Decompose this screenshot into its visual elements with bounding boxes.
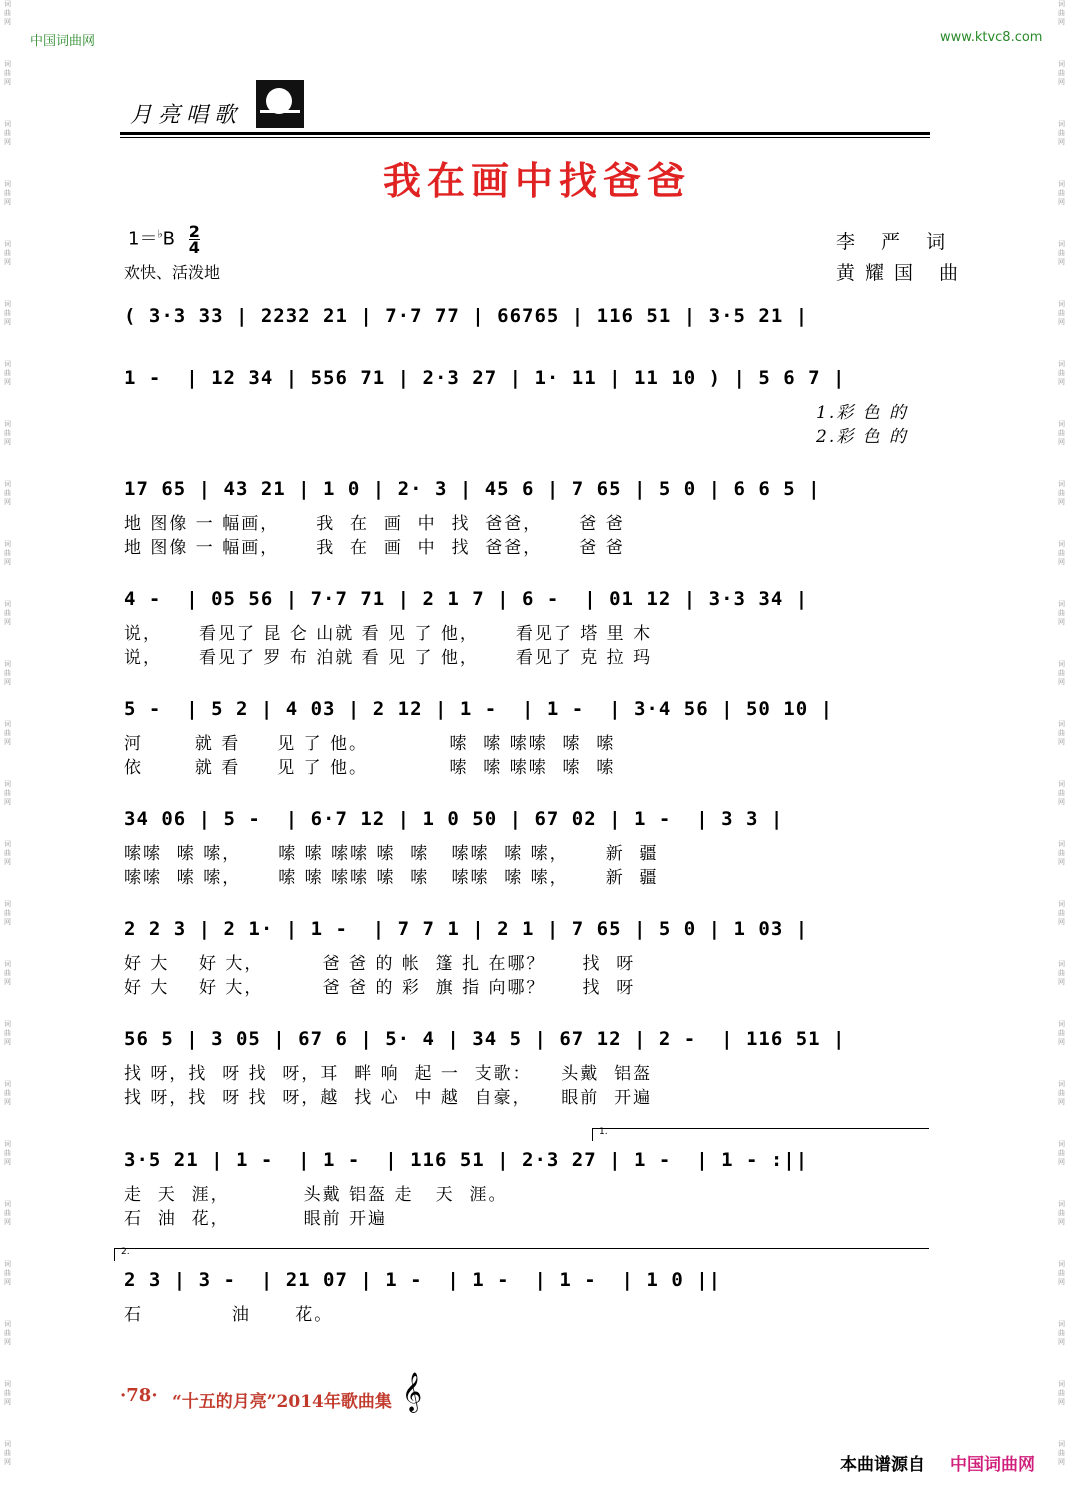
side-watermark-text: 词 曲 网 [4, 360, 11, 386]
lyric-line-verse2: 依 就 看 见 了 他。 嗦 嗦 嗦嗦 嗦 嗦 [124, 758, 616, 778]
lyric-line-verse1: 找 呀，找 呀 找 呀，耳 畔 响 起 一 支歌： 头戴 铝盔 [124, 1064, 653, 1084]
side-watermark-text: 词 曲 网 [4, 840, 11, 866]
lyric-line-verse2: 地 图像 一 幅画， 我 在 画 中 找 爸爸， 爸 爸 [124, 538, 625, 558]
header-rule-thin [120, 137, 930, 138]
key-note: B [162, 228, 176, 250]
notation-line: 5 - | 5 2 | 4 03 | 2 12 | 1 - | 1 - | 3·4 56 | 50 10 | [124, 698, 834, 720]
lyric-line-verse2: 嗦嗦 嗦 嗦， 嗦 嗦 嗦嗦 嗦 嗦 嗦嗦 嗦 嗦， 新 疆 [124, 868, 659, 888]
moon-logo-icon [256, 80, 304, 128]
lyric-line-verse2: 说， 看见了 罗 布 泊就 看 见 了 他， 看见了 克 拉 玛 [124, 648, 653, 668]
tempo-marking: 欢快、活泼地 [124, 263, 221, 282]
side-watermark-text: 词 曲 网 [1058, 1380, 1065, 1406]
lyric-line-verse2: 2.彩 色 的 [816, 427, 909, 447]
book-title: “十五的月亮”2014年歌曲集 [172, 1392, 392, 1412]
key-prefix: 1＝ [128, 228, 158, 250]
side-watermark-text: 词 曲 网 [1058, 420, 1065, 446]
first-ending-bracket [592, 1128, 929, 1141]
side-watermark-text: 词 曲 网 [1058, 1320, 1065, 1346]
time-top: 2 [188, 222, 200, 241]
left-side-watermark-strip [2, 0, 20, 1499]
side-watermark-text: 词 曲 网 [1058, 840, 1065, 866]
side-watermark-text: 词 曲 网 [1058, 1020, 1065, 1046]
header-rule-thick [120, 132, 930, 135]
notation-line: 3·5 21 | 1 - | 1 - | 116 51 | 2·3 27 | 1 - | 1 - :|| [124, 1149, 809, 1171]
side-watermark-text: 词 曲 网 [1058, 1440, 1065, 1466]
side-watermark-text: 词 曲 网 [1058, 540, 1065, 566]
second-ending-label: 2. [121, 1247, 130, 1257]
side-watermark-text: 词 曲 网 [4, 420, 11, 446]
side-watermark-text: 词 曲 网 [4, 540, 11, 566]
lyric-line-verse1: 地 图像 一 幅画， 我 在 画 中 找 爸爸， 爸 爸 [124, 514, 625, 534]
source-label: 本曲谱源自 [840, 1455, 925, 1475]
side-watermark-text: 词 曲 网 [1058, 1140, 1065, 1166]
treble-clef-icon: 𝄞 [402, 1372, 423, 1412]
first-ending-label: 1. [599, 1127, 608, 1137]
side-watermark-text: 词 曲 网 [4, 1380, 11, 1406]
side-watermark-text: 词 曲 网 [1058, 900, 1065, 926]
side-watermark-text: 词 曲 网 [4, 780, 11, 806]
side-watermark-text: 词 曲 网 [1058, 60, 1065, 86]
side-watermark-text: 词 曲 网 [4, 60, 11, 86]
side-watermark-text: 词 曲 网 [4, 1200, 11, 1226]
notation-line: 4 - | 05 56 | 7·7 71 | 2 1 7 | 6 - | 01 12 | 3·3 34 | [124, 588, 809, 610]
side-watermark-text: 词 曲 网 [4, 1080, 11, 1106]
lyricist-credit: 李 严 词 [836, 231, 956, 253]
side-watermark-text: 词 曲 网 [1058, 360, 1065, 386]
lyric-line-verse1: 石 油 花。 [124, 1305, 334, 1325]
side-watermark-text: 词 曲 网 [1058, 780, 1065, 806]
right-side-watermark-strip [1056, 0, 1074, 1499]
column-logo [128, 80, 304, 128]
side-watermark-text: 词 曲 网 [4, 300, 11, 326]
notation-line: 2 2 3 | 2 1· | 1 - | 7 7 1 | 2 1 | 7 65 | 5 0 | 1 03 | [124, 918, 809, 940]
side-watermark-text: 词 曲 网 [4, 1140, 11, 1166]
side-watermark-text: 词 曲 网 [4, 180, 11, 206]
lyric-line-verse1: 嗦嗦 嗦 嗦， 嗦 嗦 嗦嗦 嗦 嗦 嗦嗦 嗦 嗦， 新 疆 [124, 844, 659, 864]
notation-line: 1 - | 12 34 | 556 71 | 2·3 27 | 1· 11 | 11 10 ) | 5 6 7 | [124, 367, 846, 389]
side-watermark-text: 词 曲 网 [4, 600, 11, 626]
notation-line: 56 5 | 3 05 | 67 6 | 5· 4 | 34 5 | 67 12 | 2 - | 116 51 | [124, 1028, 846, 1050]
side-watermark-text: 词 曲 网 [4, 1320, 11, 1346]
lyric-line-verse1: 说， 看见了 昆 仑 山就 看 见 了 他， 看见了 塔 里 木 [124, 624, 653, 644]
lyric-line-verse1: 走 天 涯， 头戴 铝盔 走 天 涯。 [124, 1185, 508, 1205]
side-watermark-text: 词 曲 网 [4, 0, 11, 26]
side-watermark-text: 词 曲 网 [1058, 1260, 1065, 1286]
side-watermark-text: 词 曲 网 [4, 120, 11, 146]
notation-line: ( 3·3 33 | 2232 21 | 7·7 77 | 66765 | 116 51 | 3·5 21 | [124, 305, 809, 327]
composer-credit: 黄耀国 曲 [836, 262, 969, 284]
side-watermark-text: 词 曲 网 [4, 660, 11, 686]
lyric-line-verse2: 找 呀，找 呀 找 呀，越 找 心 中 越 自豪， 眼前 开遍 [124, 1088, 653, 1108]
side-watermark-text: 词 曲 网 [1058, 660, 1065, 686]
side-watermark-text: 词 曲 网 [1058, 240, 1065, 266]
column-logo-text: 月亮唱歌 [130, 103, 243, 128]
side-watermark-text: 词 曲 网 [1058, 300, 1065, 326]
notation-line: 34 06 | 5 - | 6·7 12 | 1 0 50 | 67 02 | 1 - | 3 3 | [124, 808, 784, 830]
key-signature [128, 224, 200, 255]
side-watermark-text: 词 曲 网 [4, 720, 11, 746]
side-watermark-text: 词 曲 网 [4, 480, 11, 506]
side-watermark-text: 词 曲 网 [1058, 720, 1065, 746]
side-watermark-text: 词 曲 网 [1058, 120, 1065, 146]
time-signature [189, 224, 200, 255]
side-watermark-text: 词 曲 网 [4, 960, 11, 986]
side-watermark-text: 词 曲 网 [4, 1260, 11, 1286]
lyric-line-verse1: 河 就 看 见 了 他。 嗦 嗦 嗦嗦 嗦 嗦 [124, 734, 616, 754]
side-watermark-text: 词 曲 网 [1058, 600, 1065, 626]
side-watermark-text: 词 曲 网 [4, 1440, 11, 1466]
second-ending-bracket [114, 1248, 929, 1261]
side-watermark-text: 词 曲 网 [1058, 0, 1065, 26]
notation-line: 17 65 | 43 21 | 1 0 | 2· 3 | 45 6 | 7 65 | 5 0 | 6 6 5 | [124, 478, 821, 500]
lyric-line-verse1: 好 大 好 大， 爸 爸 的 帐 篷 扎 在哪？ 找 呀 [124, 954, 636, 974]
flat-sign: ♭ [157, 227, 163, 241]
side-watermark-text: 词 曲 网 [4, 1020, 11, 1046]
notation-line: 2 3 | 3 - | 21 07 | 1 - | 1 - | 1 - | 1 0 || [124, 1269, 722, 1291]
source-site: 中国词曲网 [950, 1455, 1035, 1475]
lyric-line-verse1: 1.彩 色 的 [816, 403, 909, 423]
time-bottom: 4 [188, 238, 200, 257]
side-watermark-text: 词 曲 网 [1058, 1200, 1065, 1226]
side-watermark-text: 词 曲 网 [4, 900, 11, 926]
song-title: 我在画中找爸爸 [382, 158, 691, 203]
site-url-right: www.ktvc8.com [940, 30, 1043, 45]
side-watermark-text: 词 曲 网 [4, 240, 11, 266]
lyric-line-verse2: 好 大 好 大， 爸 爸 的 彩 旗 指 向哪？ 找 呀 [124, 978, 636, 998]
site-name-left: 中国词曲网 [30, 34, 96, 49]
side-watermark-text: 词 曲 网 [1058, 960, 1065, 986]
side-watermark-text: 词 曲 网 [1058, 480, 1065, 506]
page-number: ·78· [120, 1385, 158, 1406]
lyric-line-verse2: 石 油 花， 眼前 开遍 [124, 1209, 388, 1229]
side-watermark-text: 词 曲 网 [1058, 1080, 1065, 1106]
side-watermark-text: 词 曲 网 [1058, 180, 1065, 206]
